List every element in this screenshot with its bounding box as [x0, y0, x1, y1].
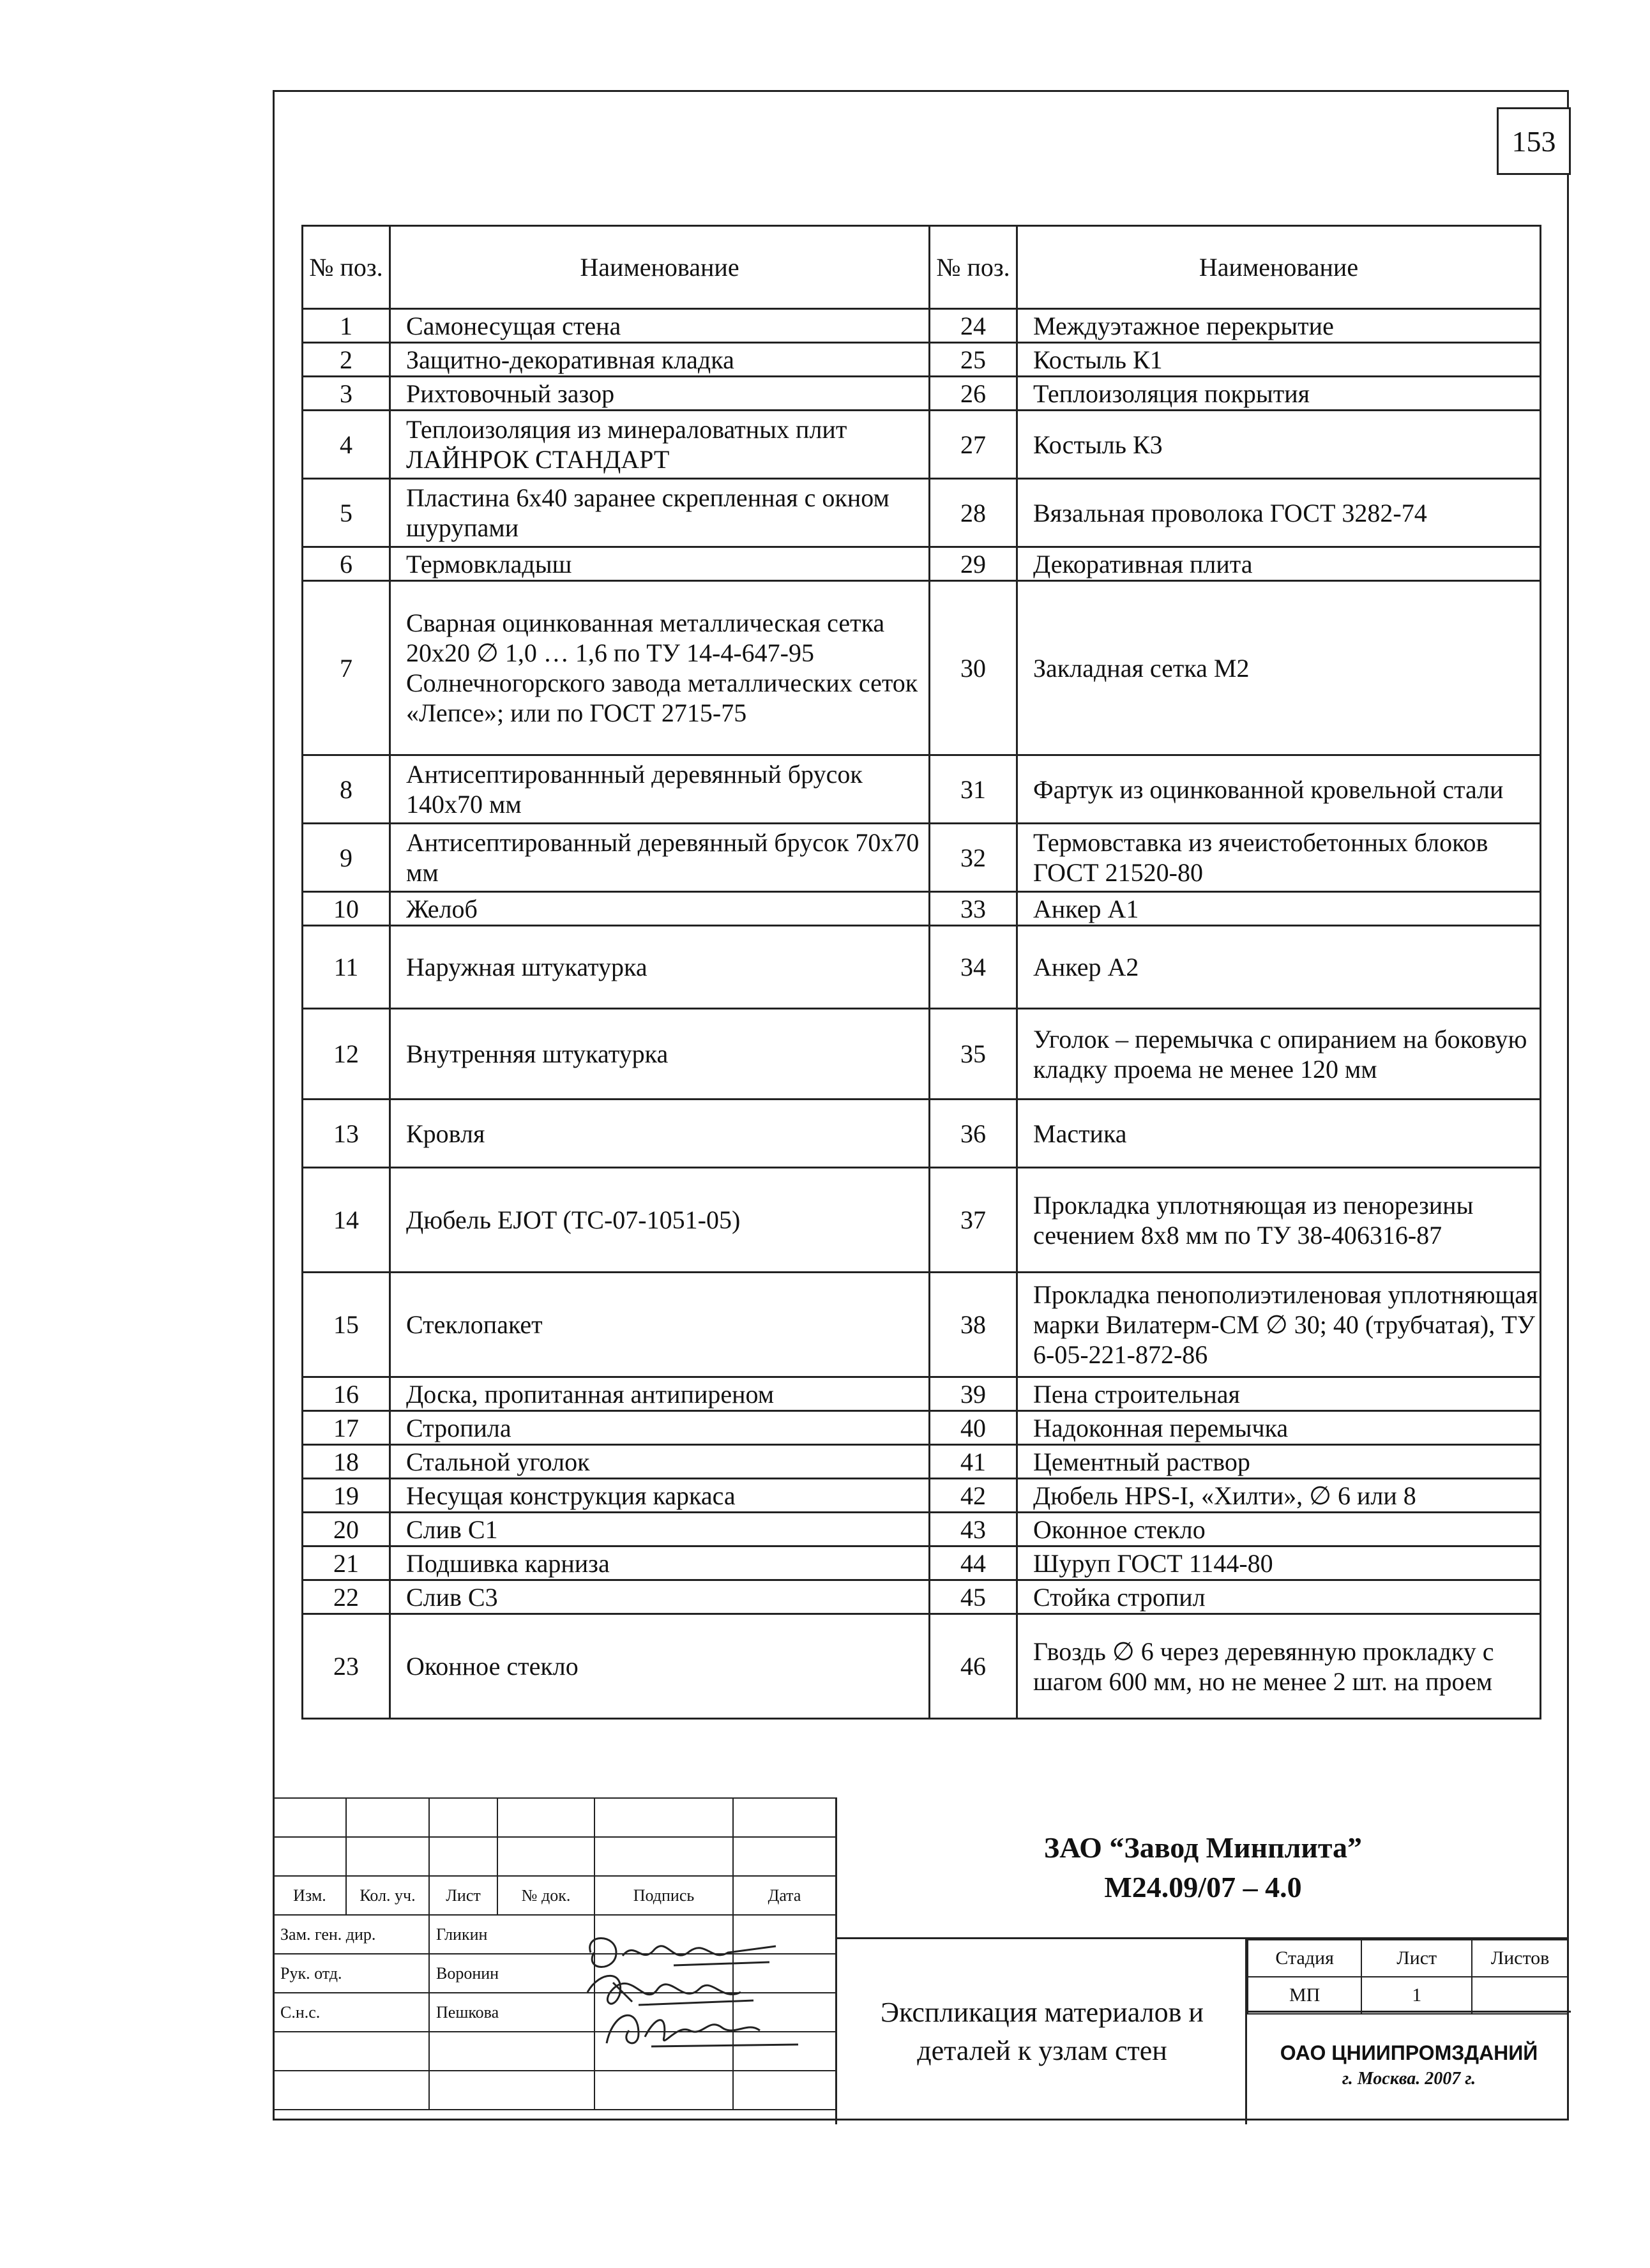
right-name-cell: Стойка стропил [1017, 1580, 1541, 1614]
left-name-cell: Сварная оцинкованная металлическая сетка 20х20 ∅ 1,0 … 1,6 по ТУ 14-4-647-95 Солнечногорского завода металлических сеток «Лепсе»; или по ГОСТ 2715-75 [390, 581, 930, 755]
left-name-cell: Слив С3 [390, 1580, 930, 1614]
left-name-cell: Рихтовочный зазор [390, 377, 930, 411]
sheet-label: Лист [1361, 1940, 1472, 1977]
signer-role: Зам. ген. дир. [273, 1915, 429, 1954]
table-row [303, 755, 1541, 824]
left-name-cell: Желоб [390, 892, 930, 926]
col-header-date: Дата [733, 1876, 836, 1915]
right-pos-cell: 41 [930, 1445, 1017, 1479]
table-row [303, 581, 1541, 755]
stage-value: МП [1248, 1977, 1361, 2014]
left-pos-cell: 4 [303, 411, 390, 479]
left-name-cell: Дюбель EJOT (ТС-07-1051-05) [390, 1168, 930, 1273]
left-name-cell: Стальной уголок [390, 1445, 930, 1479]
col-header-kol-uch: Кол. уч. [346, 1876, 429, 1915]
right-pos-cell: 46 [930, 1614, 1017, 1719]
page-number: 153 [1497, 107, 1571, 175]
right-name-cell: Цементный раствор [1017, 1445, 1541, 1479]
right-pos-cell: 32 [930, 824, 1017, 892]
right-pos-cell: 30 [930, 581, 1017, 755]
left-pos-cell: 6 [303, 547, 390, 581]
left-pos-cell: 17 [303, 1411, 390, 1445]
left-pos-cell: 1 [303, 309, 390, 343]
left-pos-cell: 22 [303, 1580, 390, 1614]
left-name-cell: Самонесущая стена [390, 309, 930, 343]
right-name-cell: Термовставка из ячеистобетонных блоков ГОСТ 21520-80 [1017, 824, 1541, 892]
stage-table [1247, 1939, 1569, 2015]
developer-block [1247, 2041, 1571, 2089]
sheet-value: 1 [1361, 1977, 1472, 2014]
developer-city: г. Москва. 2007 г. [1342, 2069, 1476, 2089]
right-pos-cell: 40 [930, 1411, 1017, 1445]
signer-role: Рук. отд. [273, 1954, 429, 1993]
organization-name: ЗАО “Завод Минплита” [1043, 1831, 1363, 1864]
right-pos-cell: 26 [930, 377, 1017, 411]
table-row [303, 479, 1541, 547]
stage-label: Стадия [1248, 1940, 1361, 1977]
right-pos-cell: 31 [930, 755, 1017, 824]
sheets-label: Листов [1472, 1940, 1568, 1977]
left-pos-cell: 8 [303, 755, 390, 824]
right-name-cell: Прокладка пенополиэтиленовая уплотняющая марки Вилатерм-СМ ∅ 30; 40 (трубчатая), ТУ 6-05-221-872-86 [1017, 1273, 1541, 1377]
document-code: М24.09/07 – 4.0 [1104, 1870, 1302, 1903]
left-pos-cell: 12 [303, 1009, 390, 1100]
right-pos-cell: 35 [930, 1009, 1017, 1100]
title-block-stage [1245, 1939, 1569, 2124]
right-pos-cell: 38 [930, 1273, 1017, 1377]
right-name-cell: Надоконная перемычка [1017, 1411, 1541, 1445]
table-row [303, 1100, 1541, 1168]
title-block-header [835, 1797, 1569, 1939]
right-pos-cell: 42 [930, 1479, 1017, 1513]
left-name-cell: Антисептированнный деревянный брусок 140х70 мм [390, 755, 930, 824]
materials-table-body [303, 309, 1541, 1719]
right-name-cell: Гвоздь ∅ 6 через деревянную прокладку с шагом 600 мм, но не менее 2 шт. на проем [1017, 1614, 1541, 1719]
right-pos-cell: 25 [930, 343, 1017, 377]
right-pos-cell: 45 [930, 1580, 1017, 1614]
left-pos-cell: 3 [303, 377, 390, 411]
signature-peshkova-image [594, 1999, 805, 2056]
table-row [303, 411, 1541, 479]
left-pos-cell: 20 [303, 1513, 390, 1546]
right-pos-cell: 37 [930, 1168, 1017, 1273]
right-name-cell: Оконное стекло [1017, 1513, 1541, 1546]
left-pos-cell: 10 [303, 892, 390, 926]
pos-header-right: № поз. [930, 226, 1017, 309]
col-header-signature: Подпись [594, 1876, 733, 1915]
right-name-cell: Шуруп ГОСТ 1144-80 [1017, 1546, 1541, 1580]
left-pos-cell: 16 [303, 1377, 390, 1411]
right-name-cell: Дюбель HPS-I, «Хилти», ∅ 6 или 8 [1017, 1479, 1541, 1513]
table-row [303, 309, 1541, 343]
empty-row [273, 2071, 836, 2110]
signer-name: Гликин [429, 1915, 594, 1954]
revision-row [273, 1837, 836, 1876]
left-name-cell: Стеклопакет [390, 1273, 930, 1377]
left-name-cell: Подшивка карниза [390, 1546, 930, 1580]
table-row [303, 1411, 1541, 1445]
left-name-cell: Стропила [390, 1411, 930, 1445]
left-name-cell: Слив С1 [390, 1513, 930, 1546]
table-header-row [303, 226, 1541, 309]
sheets-value [1472, 1977, 1568, 2014]
left-pos-cell: 23 [303, 1614, 390, 1719]
table-row [303, 1377, 1541, 1411]
right-name-cell: Анкер А2 [1017, 926, 1541, 1009]
table-row [303, 1546, 1541, 1580]
column-header-row [273, 1876, 836, 1915]
col-header-doc-no: № док. [497, 1876, 594, 1915]
right-pos-cell: 24 [930, 309, 1017, 343]
table-row [303, 892, 1541, 926]
right-pos-cell: 34 [930, 926, 1017, 1009]
name-header-right: Наименование [1017, 226, 1541, 309]
left-pos-cell: 15 [303, 1273, 390, 1377]
table-row [303, 1273, 1541, 1377]
table-row [303, 1513, 1541, 1546]
col-header-izm: Изм. [273, 1876, 346, 1915]
col-header-list: Лист [429, 1876, 497, 1915]
left-pos-cell: 21 [303, 1546, 390, 1580]
table-row [303, 377, 1541, 411]
left-name-cell: Доска, пропитанная антипиреном [390, 1377, 930, 1411]
left-name-cell: Пластина 6х40 заранее скрепленная с окном шурупами [390, 479, 930, 547]
right-name-cell: Анкер А1 [1017, 892, 1541, 926]
left-pos-cell: 7 [303, 581, 390, 755]
left-name-cell: Защитно-декоративная кладка [390, 343, 930, 377]
left-pos-cell: 19 [303, 1479, 390, 1513]
right-name-cell: Декоративная плита [1017, 547, 1541, 581]
left-pos-cell: 11 [303, 926, 390, 1009]
left-name-cell: Термовкладыш [390, 547, 930, 581]
right-name-cell: Закладная сетка М2 [1017, 581, 1541, 755]
right-pos-cell: 33 [930, 892, 1017, 926]
signer-role: С.н.с. [273, 1993, 429, 2032]
table-row [303, 1009, 1541, 1100]
left-pos-cell: 5 [303, 479, 390, 547]
right-pos-cell: 27 [930, 411, 1017, 479]
right-name-cell: Костыль К3 [1017, 411, 1541, 479]
left-name-cell: Несущая конструкция каркаса [390, 1479, 930, 1513]
right-name-cell: Костыль К1 [1017, 343, 1541, 377]
right-pos-cell: 43 [930, 1513, 1017, 1546]
developer-org: ОАО ЦНИИПРОМЗДАНИЙ [1280, 2041, 1538, 2064]
left-name-cell: Внутренняя штукатурка [390, 1009, 930, 1100]
right-name-cell: Междуэтажное перекрытие [1017, 309, 1541, 343]
right-pos-cell: 28 [930, 479, 1017, 547]
left-pos-cell: 2 [303, 343, 390, 377]
name-header-left: Наименование [390, 226, 930, 309]
table-row [303, 1580, 1541, 1614]
signer-name: Воронин [429, 1954, 594, 1993]
left-pos-cell: 13 [303, 1100, 390, 1168]
right-pos-cell: 39 [930, 1377, 1017, 1411]
right-name-cell: Мастика [1017, 1100, 1541, 1168]
right-name-cell: Вязальная проволока ГОСТ 3282-74 [1017, 479, 1541, 547]
left-name-cell: Теплоизоляция из минераловатных плит ЛАЙНРОК СТАНДАРТ [390, 411, 930, 479]
signer-name: Пешкова [429, 1993, 594, 2032]
table-row [303, 1614, 1541, 1719]
table-row [303, 343, 1541, 377]
table-row [303, 824, 1541, 892]
table-row [303, 1168, 1541, 1273]
right-pos-cell: 44 [930, 1546, 1017, 1580]
right-pos-cell: 29 [930, 547, 1017, 581]
right-name-cell: Прокладка уплотняющая из пенорезины сечением 8х8 мм по ТУ 38-406316-87 [1017, 1168, 1541, 1273]
left-pos-cell: 14 [303, 1168, 390, 1273]
right-name-cell: Пена строительная [1017, 1377, 1541, 1411]
right-name-cell: Теплоизоляция покрытия [1017, 377, 1541, 411]
left-name-cell: Наружная штукатурка [390, 926, 930, 1009]
table-row [303, 547, 1541, 581]
left-name-cell: Кровля [390, 1100, 930, 1168]
left-pos-cell: 9 [303, 824, 390, 892]
materials-table [301, 225, 1541, 1720]
pos-header-left: № поз. [303, 226, 390, 309]
table-row [303, 926, 1541, 1009]
revision-row [273, 1798, 836, 1837]
right-name-cell: Фартук из оцинкованной кровельной стали [1017, 755, 1541, 824]
table-row [303, 1445, 1541, 1479]
right-name-cell: Уголок – перемычка с опиранием на боковую кладку проема не менее 120 мм [1017, 1009, 1541, 1100]
left-pos-cell: 18 [303, 1445, 390, 1479]
table-row [303, 1479, 1541, 1513]
right-pos-cell: 36 [930, 1100, 1017, 1168]
left-name-cell: Оконное стекло [390, 1614, 930, 1719]
sheet-title: Экспликация материалов и деталей к узлам стен [835, 1939, 1247, 2124]
left-name-cell: Антисептированный деревянный брусок 70х70 мм [390, 824, 930, 892]
